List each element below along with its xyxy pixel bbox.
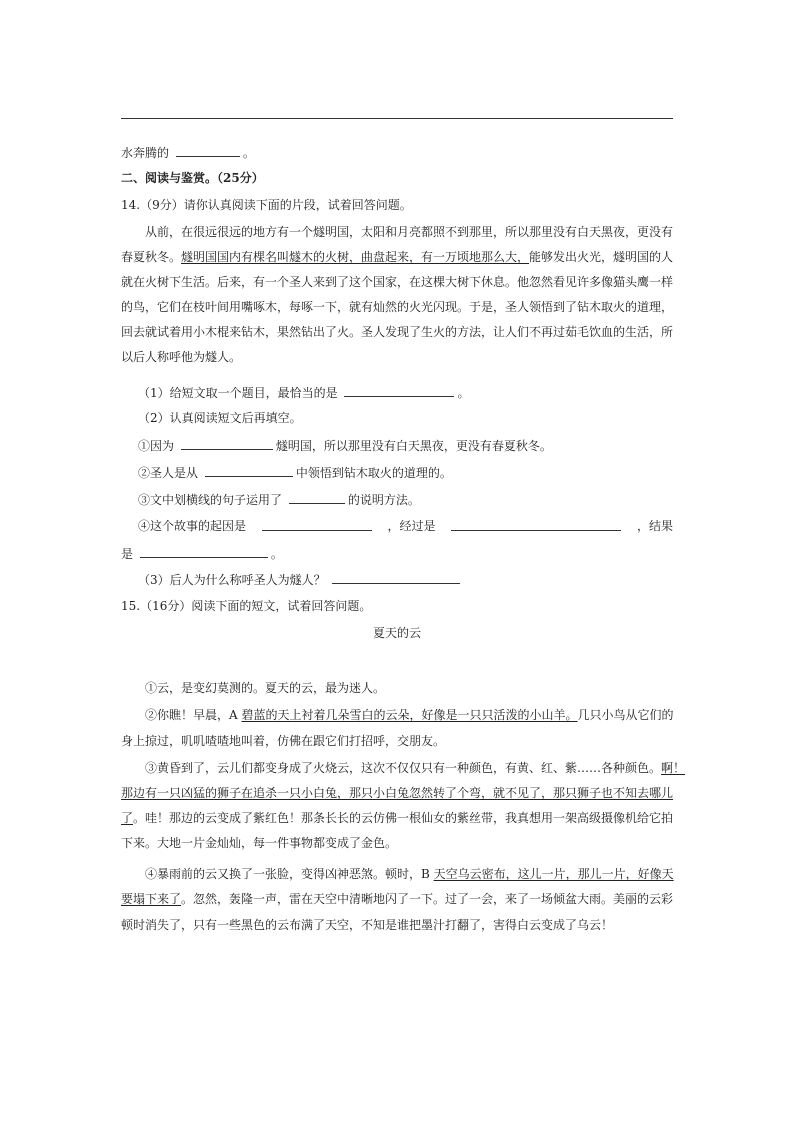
text-run: ④暴雨前的云又换了一张脸，变得凶神恶煞。顿时，B bbox=[145, 867, 434, 881]
underlined-sentence: 了 bbox=[121, 811, 134, 825]
answer-blank[interactable] bbox=[289, 491, 345, 504]
q15-para-3-line bbox=[145, 760, 686, 776]
answer-blank[interactable] bbox=[205, 464, 293, 477]
q15-para-2-line bbox=[145, 707, 673, 723]
q14-passage-line: 以后人称呼他为燧人。 bbox=[121, 350, 242, 364]
text-run: ①因为 bbox=[138, 439, 175, 453]
answer-blank[interactable] bbox=[344, 384, 454, 397]
section-title: 二、阅读与鉴赏。（25分） bbox=[121, 171, 264, 185]
q14-passage-line: 回去就试着用小木棍来钻木，果然钻出了火。圣人发现了生火的方法，让人们不再过茹毛饮血的生活，所 bbox=[121, 325, 674, 339]
answer-blank[interactable] bbox=[332, 571, 460, 584]
q14-passage-line: 就在火树下生活。后来，有一个圣人来到了这个国家，在这棵大树下休息。他忽然看见许多像猫头鹰一样 bbox=[121, 275, 674, 289]
underlined-sentence: 啊！ bbox=[661, 761, 686, 775]
q14-sub1 bbox=[138, 384, 673, 401]
q14-fill-1 bbox=[138, 437, 673, 454]
q15-para-2-line: 身上掠过，叽叽喳喳地叫着，仿佛在跟它们打招呼，交朋友。 bbox=[121, 734, 446, 748]
passage-title: 夏天的云 bbox=[372, 626, 421, 640]
text-run: 是 bbox=[121, 547, 134, 561]
q14-passage-line: 的鸟，它们在枝叶间用嘴啄木，每啄一下，就有灿然的火光闪现。于是，圣人领悟到了钻木取火的道理， bbox=[121, 300, 674, 314]
q15-heading: 15.（16分）阅读下面的短文，试着回答问题。 bbox=[121, 599, 372, 613]
answer-blank[interactable] bbox=[140, 545, 268, 558]
q14-sub3 bbox=[138, 571, 673, 588]
text-run: 。哇！那边的云变成了紫红色！那条长长的云仿佛一根仙女的紫丝带，我真想用一架高级摄像机给它拍 bbox=[133, 811, 674, 825]
tail-prefix: 水奔腾的 bbox=[121, 146, 170, 160]
text-run: ，结果 bbox=[636, 519, 673, 533]
q15-para-4-line: 顿时消失了，只有一些黑色的云布满了天空，不知是谁把墨汁打翻了，害得白云变成了乌云！ bbox=[121, 918, 614, 932]
text-run: ③文中划横线的句子运用了 bbox=[138, 493, 283, 507]
q14-heading: 14.（9分）请你认真阅读下面的片段，试着回答问题。 bbox=[121, 198, 412, 212]
q15-para-4-line bbox=[121, 891, 673, 907]
text-run: 。 bbox=[457, 386, 470, 400]
text-run: 春夏秋冬。 bbox=[121, 250, 182, 264]
q14-fill-4-cont bbox=[121, 545, 673, 562]
text-run: ④这个故事的起因是 bbox=[138, 519, 247, 533]
answer-blank[interactable] bbox=[451, 518, 621, 531]
q14-sub2: （2）认真阅读短文后再填空。 bbox=[138, 411, 302, 425]
text-run: 。 bbox=[270, 547, 283, 561]
answer-blank[interactable] bbox=[181, 437, 273, 450]
underlined-sentence-a: 碧蓝的天上衬着几朵雪白的云朵，好像是一只只活泼的小山羊。 bbox=[241, 708, 578, 722]
text-run: （1）给短文取一个题目，最恰当的是 bbox=[138, 386, 338, 400]
text-run: 能够发出火光，燧明国的人 bbox=[529, 250, 674, 264]
q15-para-4-line bbox=[145, 866, 673, 882]
underlined-sentence-b: 要塌下来了 bbox=[121, 892, 182, 906]
q14-passage-line: 从前，在很远很远的地方有一个燧明国，太阳和月亮都照不到那里，所以那里没有白天黑夜，更没有 bbox=[145, 225, 674, 239]
text-run: ，经过是 bbox=[387, 519, 436, 533]
q14-passage-line bbox=[121, 249, 673, 265]
text-run: 的说明方法。 bbox=[347, 493, 420, 507]
q15-para-3-line bbox=[121, 810, 673, 826]
text-run: （3）后人为什么称呼圣人为燧人？ bbox=[138, 573, 326, 587]
q14-fill-3 bbox=[138, 491, 673, 508]
answer-blank[interactable] bbox=[262, 518, 372, 531]
tail-suffix: 。 bbox=[242, 146, 255, 160]
text-run: ②你瞧！早晨，A bbox=[145, 708, 242, 722]
text-run: 中领悟到钻木取火的道理的。 bbox=[295, 466, 452, 480]
prev-question-tail bbox=[121, 144, 673, 161]
underlined-sentence: 燧明国国内有棵名叫燧木的火树，曲盘起来，有一万顷地那么大， bbox=[181, 250, 530, 264]
answer-blank[interactable] bbox=[176, 144, 240, 157]
q14-fill-4 bbox=[138, 518, 673, 534]
text-run: 。忽然，轰隆一声，雷在天空中清晰地闪了一下。过了一会，来了一场倾盆大雨。美丽的云彩 bbox=[181, 892, 674, 906]
q15-para-1: ①云，是变幻莫测的。夏天的云，最为迷人。 bbox=[145, 681, 386, 695]
text-run: ③黄昏到了，云儿们都变身成了火烧云，这次不仅仅只有一种颜色，有黄、红、紫……各种颜色。 bbox=[145, 761, 662, 775]
text-run: 燧明国，所以那里没有白天黑夜，更没有春夏秋冬。 bbox=[275, 439, 552, 453]
q14-fill-2 bbox=[138, 464, 673, 481]
underlined-sentence: 那边有一只凶猛的狮子在追杀一只小白兔，那只小白兔忽然转了个弯，就不见了，那只狮子也不知去哪儿 bbox=[121, 786, 674, 800]
text-run: 几只小鸟从它们的 bbox=[577, 708, 674, 722]
header-rule bbox=[121, 118, 673, 119]
q15-para-3-line bbox=[121, 785, 673, 801]
underlined-sentence-b: 天空乌云密布，这儿一片，那儿一片，好像天 bbox=[433, 867, 674, 881]
q15-para-3-line: 下来。大地一片金灿灿，每一件事物都变成了金色。 bbox=[121, 836, 398, 850]
text-run: ②圣人是从 bbox=[138, 466, 199, 480]
